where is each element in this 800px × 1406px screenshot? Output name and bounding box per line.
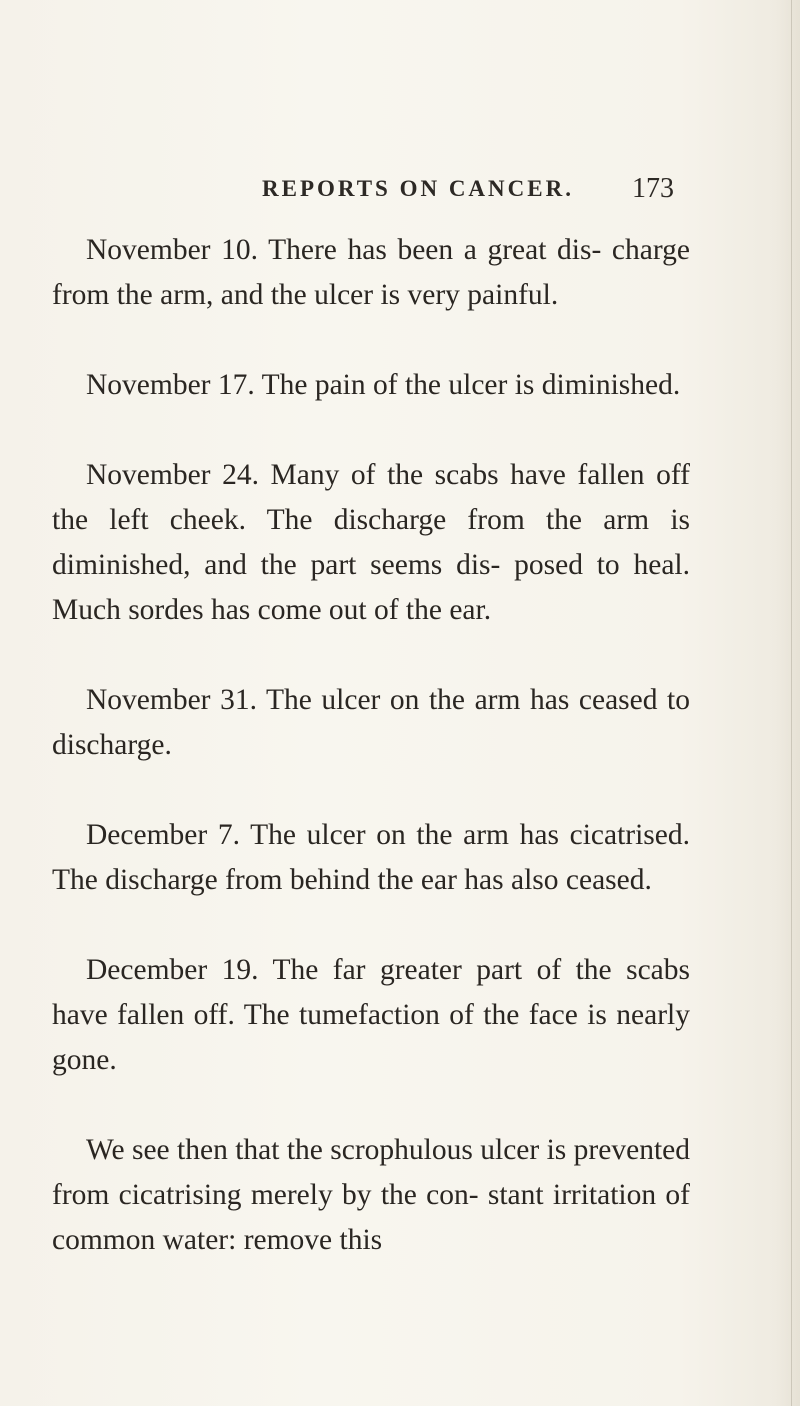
- paragraph-november-17: November 17. The pain of the ulcer is diminished.: [86, 369, 681, 401]
- running-head: REPORTS ON CANCER.: [262, 176, 574, 201]
- paragraph-november-24: November 24. Many of the scabs have fallen off the left cheek. The discharge from the arm is diminished, and the part seems dis- posed to heal. Much sordes has come out of the ear.: [52, 459, 690, 626]
- paragraph-december-19: December 19. The far greater part of the scabs have fallen off. The tumefaction of the face is nearly gone.: [52, 954, 690, 1076]
- body-text: [52, 228, 690, 1263]
- page-header: [0, 173, 800, 216]
- paragraph-november-10: November 10. There has been a great dis- charge from the arm, and the ulcer is very painful.: [52, 234, 690, 311]
- paragraph-november-31: November 31. The ulcer on the arm has ceased to discharge.: [52, 684, 690, 761]
- page-number: 173: [632, 173, 674, 204]
- paragraph-december-7: December 7. The ulcer on the arm has cicatrised. The discharge from behind the ear has also ceased.: [52, 819, 690, 896]
- paragraph-conclusion: We see then that the scrophulous ulcer is prevented from cicatrising merely by the con- stant irritation of common water: remove this: [52, 1134, 690, 1256]
